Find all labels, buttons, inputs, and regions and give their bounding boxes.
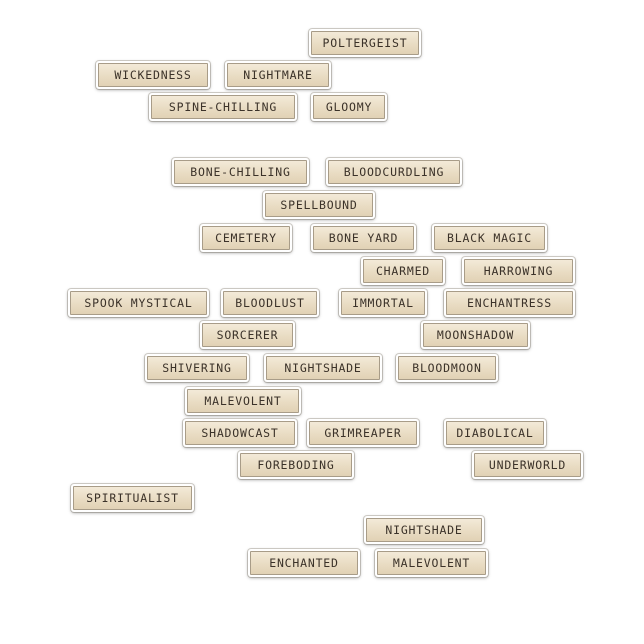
word-tag-label: BLOODMOON — [398, 356, 496, 380]
word-tag-spiritualist — [71, 484, 194, 512]
word-tag-immortal — [339, 289, 427, 317]
word-tag-charmed — [361, 257, 445, 285]
word-tag-label: WICKEDNESS — [98, 63, 208, 87]
word-tag-bloodcurdling — [326, 158, 462, 186]
word-tag-label: MALEVOLENT — [187, 389, 299, 413]
word-tag-label: ENCHANTED — [250, 551, 358, 575]
word-tag-poltergeist — [309, 29, 421, 57]
word-tag-label: GRIMREAPER — [309, 421, 417, 445]
word-tag-black-magic — [432, 224, 547, 252]
word-tag-gloomy — [311, 93, 387, 121]
word-tag-grimreaper — [307, 419, 419, 447]
word-tag-malevolent — [185, 387, 301, 415]
word-tag-sorcerer — [200, 321, 295, 349]
word-tag-spine-chilling — [149, 93, 297, 121]
word-tag-label: SPIRITUALIST — [73, 486, 192, 510]
word-tag-label: BLOODCURDLING — [328, 160, 460, 184]
word-tag-label: NIGHTSHADE — [266, 356, 380, 380]
word-tag-bone-yard — [311, 224, 416, 252]
word-tag-label: SPELLBOUND — [265, 193, 373, 217]
word-tag-label: SHADOWCAST — [185, 421, 295, 445]
word-tag-label: POLTERGEIST — [311, 31, 419, 55]
word-tag-label: BLACK MAGIC — [434, 226, 545, 250]
word-tag-label: UNDERWORLD — [474, 453, 581, 477]
word-tag-label: IMMORTAL — [341, 291, 425, 315]
word-tag-enchanted — [248, 549, 360, 577]
word-tag-wickedness — [96, 61, 210, 89]
word-tag-nightshade — [264, 354, 382, 382]
word-tag-foreboding — [238, 451, 354, 479]
word-tag-underworld — [472, 451, 583, 479]
word-tag-label: GLOOMY — [313, 95, 385, 119]
word-tag-label: MOONSHADOW — [423, 323, 528, 347]
word-tag-moonshadow — [421, 321, 530, 349]
word-tag-enchantress — [444, 289, 575, 317]
word-tag-label: NIGHTSHADE — [366, 518, 482, 542]
word-tag-spellbound — [263, 191, 375, 219]
word-tag-label: FOREBODING — [240, 453, 352, 477]
word-tag-label: DIABOLICAL — [446, 421, 544, 445]
word-tag-label: CHARMED — [363, 259, 443, 283]
word-tag-label: ENCHANTRESS — [446, 291, 573, 315]
word-tag-label: BONE-CHILLING — [174, 160, 307, 184]
word-tag-shadowcast — [183, 419, 297, 447]
word-tag-label: SORCERER — [202, 323, 293, 347]
word-tag-label: NIGHTMARE — [227, 63, 329, 87]
word-tag-malevolent-2 — [375, 549, 488, 577]
word-tag-label: CEMETERY — [202, 226, 290, 250]
word-tag-bloodlust — [221, 289, 319, 317]
word-tag-label: BONE YARD — [313, 226, 414, 250]
word-tag-label: SPINE-CHILLING — [151, 95, 295, 119]
word-tag-label: SHIVERING — [147, 356, 247, 380]
word-tag-label: MALEVOLENT — [377, 551, 486, 575]
word-tag-harrowing — [462, 257, 575, 285]
word-tag-label: BLOODLUST — [223, 291, 317, 315]
word-tag-bone-chilling — [172, 158, 309, 186]
word-tag-label: HARROWING — [464, 259, 573, 283]
word-tag-nightshade-2 — [364, 516, 484, 544]
word-tag-nightmare — [225, 61, 331, 89]
word-tag-label: SPOOK MYSTICAL — [70, 291, 207, 315]
word-tag-bloodmoon — [396, 354, 498, 382]
word-tag-shivering — [145, 354, 249, 382]
word-tag-spook-mystical — [68, 289, 209, 317]
word-tag-diabolical — [444, 419, 546, 447]
word-tag-cemetery — [200, 224, 292, 252]
